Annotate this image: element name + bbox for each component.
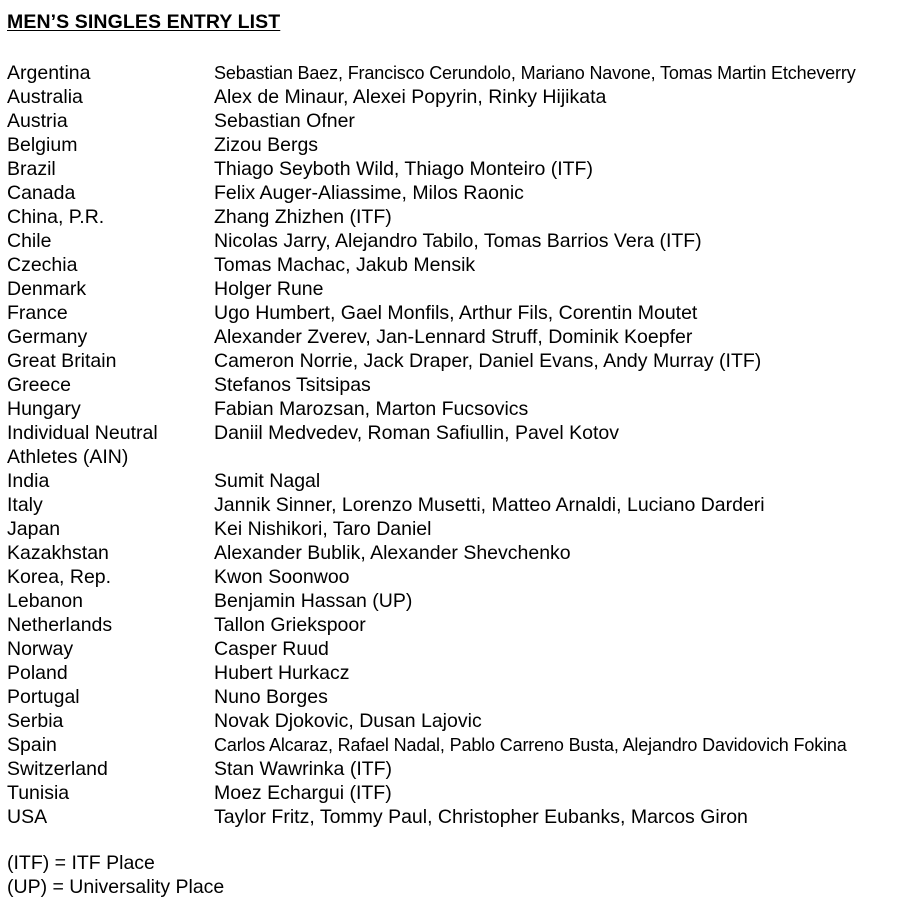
- country-name: Greece: [7, 374, 71, 396]
- country-name: Canada: [7, 182, 76, 204]
- player-names: Nuno Borges: [214, 686, 328, 708]
- country-name: Poland: [7, 662, 68, 684]
- player-names: Fabian Marozsan, Marton Fucsovics: [214, 398, 529, 420]
- country-name: Lebanon: [7, 590, 83, 612]
- player-names: Nicolas Jarry, Alejandro Tabilo, Tomas Barrios Vera (ITF): [214, 230, 702, 252]
- entry-row: [0, 781, 897, 805]
- country-name: Brazil: [7, 158, 56, 180]
- player-names: Zhang Zhizhen (ITF): [214, 206, 392, 228]
- entry-row: [0, 565, 897, 589]
- country-name: Argentina: [7, 62, 91, 84]
- entry-row: [0, 709, 897, 733]
- country-name: Tunisia: [7, 782, 70, 804]
- entry-row: [0, 157, 897, 181]
- country-name: Kazakhstan: [7, 542, 109, 564]
- player-names: Alexander Zverev, Jan-Lennard Struff, Dominik Koepfer: [214, 326, 693, 348]
- entry-row: [0, 373, 897, 397]
- player-names: Sumit Nagal: [214, 470, 321, 492]
- player-names: Alexander Bublik, Alexander Shevchenko: [214, 542, 571, 564]
- entry-row: [0, 445, 897, 469]
- legend-notes: [7, 852, 224, 899]
- entry-row: [0, 805, 897, 829]
- country-name: Spain: [7, 734, 57, 756]
- player-names: Novak Djokovic, Dusan Lajovic: [214, 710, 482, 732]
- entry-row: [0, 589, 897, 613]
- entry-row: [0, 661, 897, 685]
- country-name: Belgium: [7, 134, 78, 156]
- player-names: Thiago Seyboth Wild, Thiago Monteiro (ITF): [214, 158, 593, 180]
- country-name: Individual Neutral: [7, 422, 158, 444]
- player-names: Moez Echargui (ITF): [214, 782, 392, 804]
- country-name: France: [7, 302, 68, 324]
- country-name: Germany: [7, 326, 88, 348]
- entry-row: [0, 181, 897, 205]
- entry-row: [0, 229, 897, 253]
- entry-row: [0, 469, 897, 493]
- player-names: Felix Auger-Aliassime, Milos Raonic: [214, 182, 524, 204]
- entry-row: [0, 733, 897, 757]
- country-name: Australia: [7, 86, 83, 108]
- entry-row: [0, 493, 897, 517]
- country-name: Italy: [7, 494, 43, 516]
- country-name: Portugal: [7, 686, 80, 708]
- player-names: Jannik Sinner, Lorenzo Musetti, Matteo Arnaldi, Luciano Darderi: [214, 494, 765, 516]
- entry-row: [0, 61, 897, 85]
- entry-row: [0, 325, 897, 349]
- country-name: India: [7, 470, 50, 492]
- country-name: China, P.R.: [7, 206, 105, 228]
- country-name: Serbia: [7, 710, 64, 732]
- country-name: Great Britain: [7, 350, 117, 372]
- entry-row: [0, 517, 897, 541]
- player-names: Sebastian Baez, Francisco Cerundolo, Mariano Navone, Tomas Martin Etcheverry: [214, 63, 856, 83]
- player-names: Casper Ruud: [214, 638, 329, 660]
- player-names: Cameron Norrie, Jack Draper, Daniel Evans, Andy Murray (ITF): [214, 350, 762, 372]
- entry-row: [0, 253, 897, 277]
- itf-place-note: (ITF) = ITF Place: [7, 852, 155, 874]
- player-names: Zizou Bergs: [214, 134, 319, 156]
- country-name: Switzerland: [7, 758, 108, 780]
- player-names: Hubert Hurkacz: [214, 662, 350, 684]
- entry-row: [0, 685, 897, 709]
- player-names: Kwon Soonwoo: [214, 566, 350, 588]
- player-names: Alex de Minaur, Alexei Popyrin, Rinky Hijikata: [214, 86, 607, 108]
- player-names: Sebastian Ofner: [214, 110, 355, 132]
- entry-row: [0, 109, 897, 133]
- player-names: Holger Rune: [214, 278, 324, 300]
- country-name: Japan: [7, 518, 61, 540]
- country-name: Czechia: [7, 254, 78, 276]
- player-names: Kei Nishikori, Taro Daniel: [214, 518, 432, 540]
- country-name: Chile: [7, 230, 52, 252]
- entry-row: [0, 613, 897, 637]
- entry-row: [0, 349, 897, 373]
- player-names: Tallon Griekspoor: [214, 614, 366, 636]
- entry-row: [0, 301, 897, 325]
- player-names: Carlos Alcaraz, Rafael Nadal, Pablo Carreno Busta, Alejandro Davidovich Fokina: [214, 735, 847, 755]
- country-name: Austria: [7, 110, 68, 132]
- player-names: Stefanos Tsitsipas: [214, 374, 371, 396]
- entry-row: [0, 541, 897, 565]
- page-title: MEN’S SINGLES ENTRY LIST: [7, 11, 281, 33]
- universality-place-note: (UP) = Universality Place: [7, 875, 225, 898]
- entry-row: [0, 85, 897, 109]
- country-name: Denmark: [7, 278, 87, 300]
- entry-row: [0, 397, 897, 421]
- entry-row: [0, 205, 897, 229]
- country-name: Netherlands: [7, 614, 113, 636]
- entry-row: [0, 421, 897, 445]
- player-names: Daniil Medvedev, Roman Safiullin, Pavel Kotov: [214, 422, 620, 444]
- player-names: Stan Wawrinka (ITF): [214, 758, 393, 780]
- player-names: Tomas Machac, Jakub Mensik: [214, 254, 476, 276]
- entry-row: [0, 757, 897, 781]
- country-name: Athletes (AIN): [7, 446, 129, 468]
- entry-list: [0, 61, 897, 829]
- country-name: Korea, Rep.: [7, 566, 112, 588]
- player-names: Ugo Humbert, Gael Monfils, Arthur Fils, Corentin Moutet: [214, 302, 698, 324]
- entry-row: [0, 133, 897, 157]
- country-name: Hungary: [7, 398, 81, 420]
- entry-row: [0, 277, 897, 301]
- country-name: USA: [7, 806, 48, 828]
- entry-row: [0, 637, 897, 661]
- player-names: Taylor Fritz, Tommy Paul, Christopher Eubanks, Marcos Giron: [214, 806, 748, 828]
- player-names: Benjamin Hassan (UP): [214, 590, 413, 612]
- country-name: Norway: [7, 638, 74, 660]
